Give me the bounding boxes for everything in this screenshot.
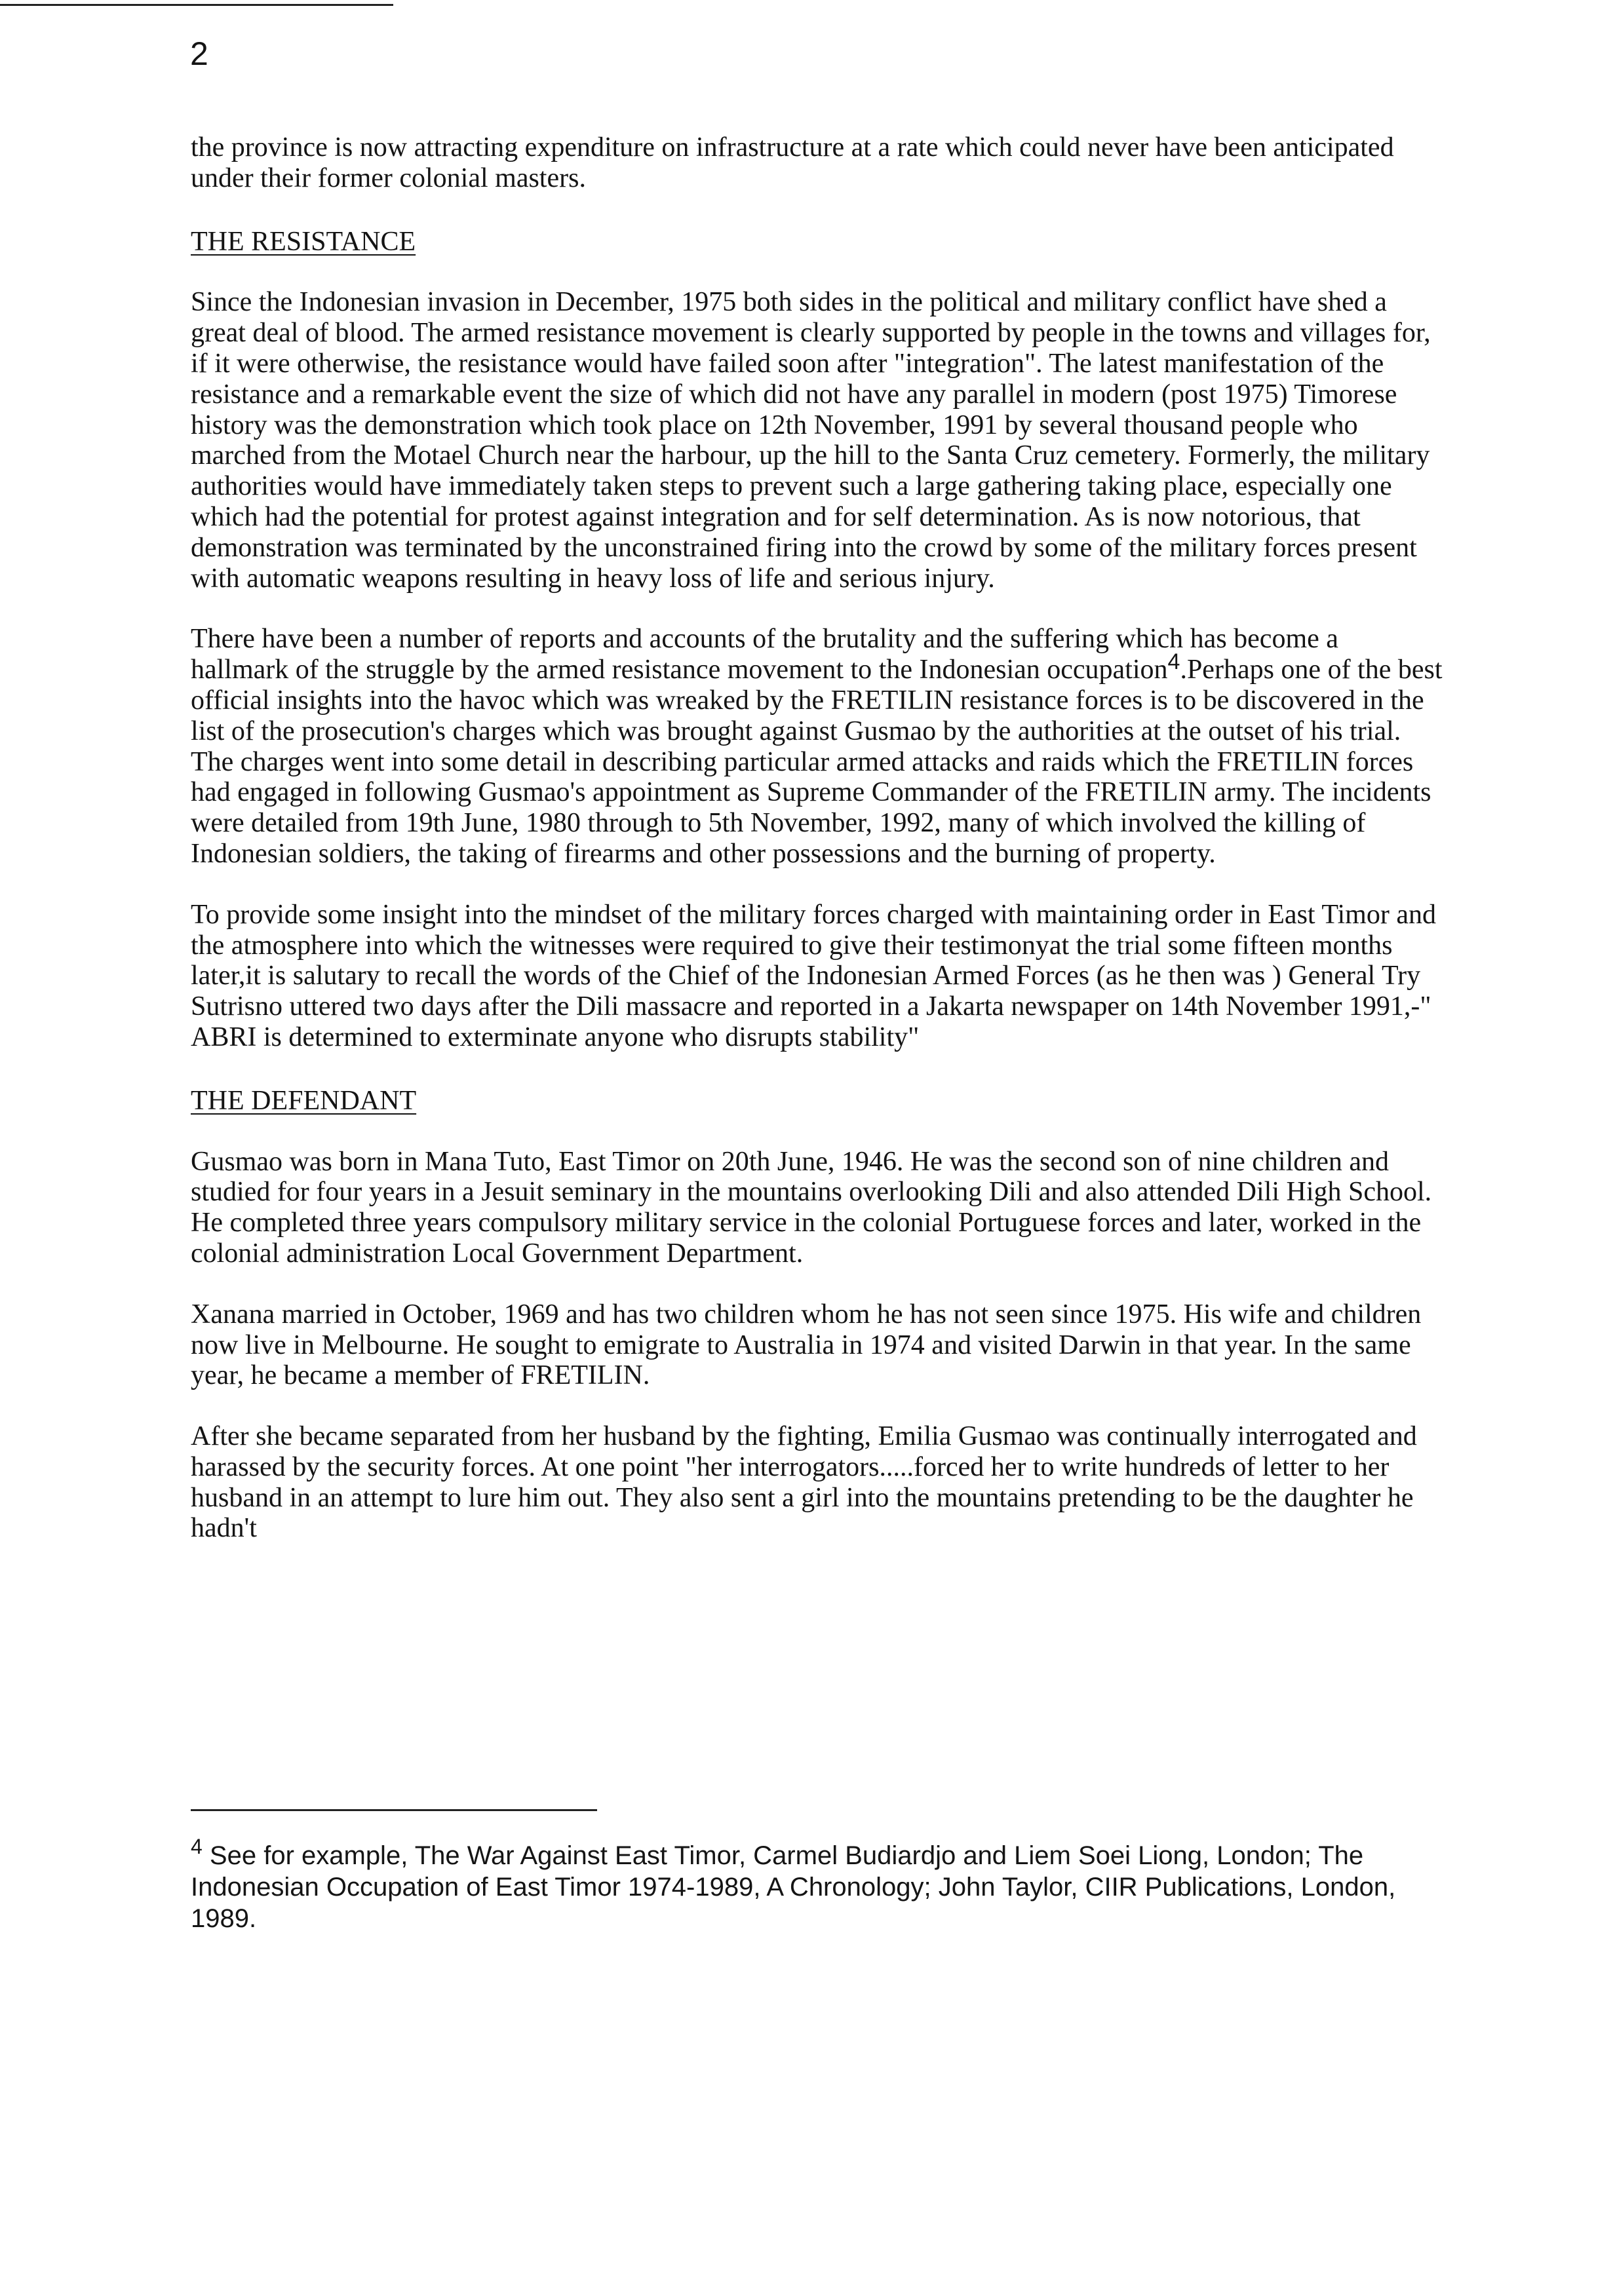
page-number: 2	[190, 35, 208, 72]
resistance-paragraph-2	[191, 624, 1443, 869]
intro-paragraph: the province is now attracting expenditure on infrastructure at a rate which could never have been anticipated under their former colonial masters.	[191, 132, 1394, 193]
resistance-paragraph-1: Since the Indonesian invasion in December, 1975 both sides in the political and military conflict have shed a great deal of blood. The armed resistance movement is clearly supported by people in the towns and villages for, if it were otherwise, the resistance would have failed soon after "integration". The latest manifestation of the resistance and a remarkable event the size of which did not have any parallel in modern (post 1975) Timorese history was the demonstration which took place on 12th November, 1991 by several thousand people who marched from the Motael Church near the harbour, up the hill to the Santa Cruz cemetery. Formerly, the military authorities would have immediately taken steps to prevent such a large gathering taking place, especially one which had the potential for protest against integration and for self determination. As is now notorious, that demonstration was terminated by the unconstrained firing into the crowd by some of the military forces present with automatic weapons resulting in heavy loss of life and serious injury.	[191, 287, 1431, 594]
document-body	[191, 132, 1443, 1544]
footnote-number: 4	[191, 1835, 203, 1858]
defendant-paragraph-2: Xanana married in October, 1969 and has two children whom he has not seen since 1975. His wife and children now live in Melbourne. He sought to emigrate to Australia in 1974 and visited Darwin in that year. In the same year, he became a member of FRETILIN.	[191, 1299, 1422, 1391]
section-heading-resistance: THE RESISTANCE	[191, 226, 416, 257]
defendant-paragraph-1: Gusmao was born in Mana Tuto, East Timor on 20th June, 1946. He was the second son of nine children and studied for four years in a Jesuit seminary in the mountains overlooking Dili and also attended Dili High School. He completed three years compulsory military service in the colonial Portuguese forces and later, worked in the colonial administration Local Government Department.	[191, 1146, 1432, 1269]
resistance-paragraph-3: To provide some insight into the mindset of the military forces charged with maintaining order in East Timor and the atmosphere into which the witnesses were required to give their testimonyat the trial some fifteen months later,it is salutary to recall the words of the Chief of the Indonesian Armed Forces (as he then was ) General Try Sutrisno uttered two days after the Dili massacre and reported in a Jakarta newspaper on 14th November 1991,-" ABRI is determined to exterminate anyone who disrupts stability"	[191, 899, 1436, 1052]
footnote-reference: 4	[1167, 649, 1180, 675]
footnote-text: See for example, The War Against East Timor, Carmel Budiardjo and Liem Soei Liong, London; The Indonesian Occupation of East Timor 1974-1989, A Chronology; John Taylor, CIIR Publications, London, 1989.	[191, 1841, 1396, 1933]
defendant-paragraph-3: After she became separated from her husband by the fighting, Emilia Gusmao was continually interrogated and harassed by the security forces. At one point "her interrogators.....forced her to write hundreds of letter to her husband in an attempt to lure him out. They also sent a girl into the mountains pretending to be the daughter he hadn't	[191, 1421, 1417, 1544]
top-rule	[0, 4, 393, 6]
resistance-paragraph-2-text-b: .Perhaps one of the best official insights into the havoc which was wreaked by the FRETILIN resistance forces is to be discovered in the list of the prosecution's charges which was brought against Gusmao by the authorities at the outset of his trial. The charges went into some detail in describing particular armed attacks and raids which the FRETILIN forces had engaged in following Gusmao's appointment as Supreme Commander of the FRETILIN army. The incidents were detailed from 19th June, 1980 through to 5th November, 1992, many of which involved the killing of Indonesian soldiers, the taking of firearms and other possessions and the burning of property.	[191, 655, 1443, 869]
resistance-paragraph-2-text-a: There have been a number of reports and accounts of the brutality and the suffering which has become a hallmark of the struggle by the armed resistance movement to the Indonesian occupation	[191, 624, 1338, 685]
footnote	[191, 1835, 1449, 1934]
footnote-divider	[191, 1809, 597, 1811]
section-heading-defendant: THE DEFENDANT	[191, 1085, 417, 1116]
